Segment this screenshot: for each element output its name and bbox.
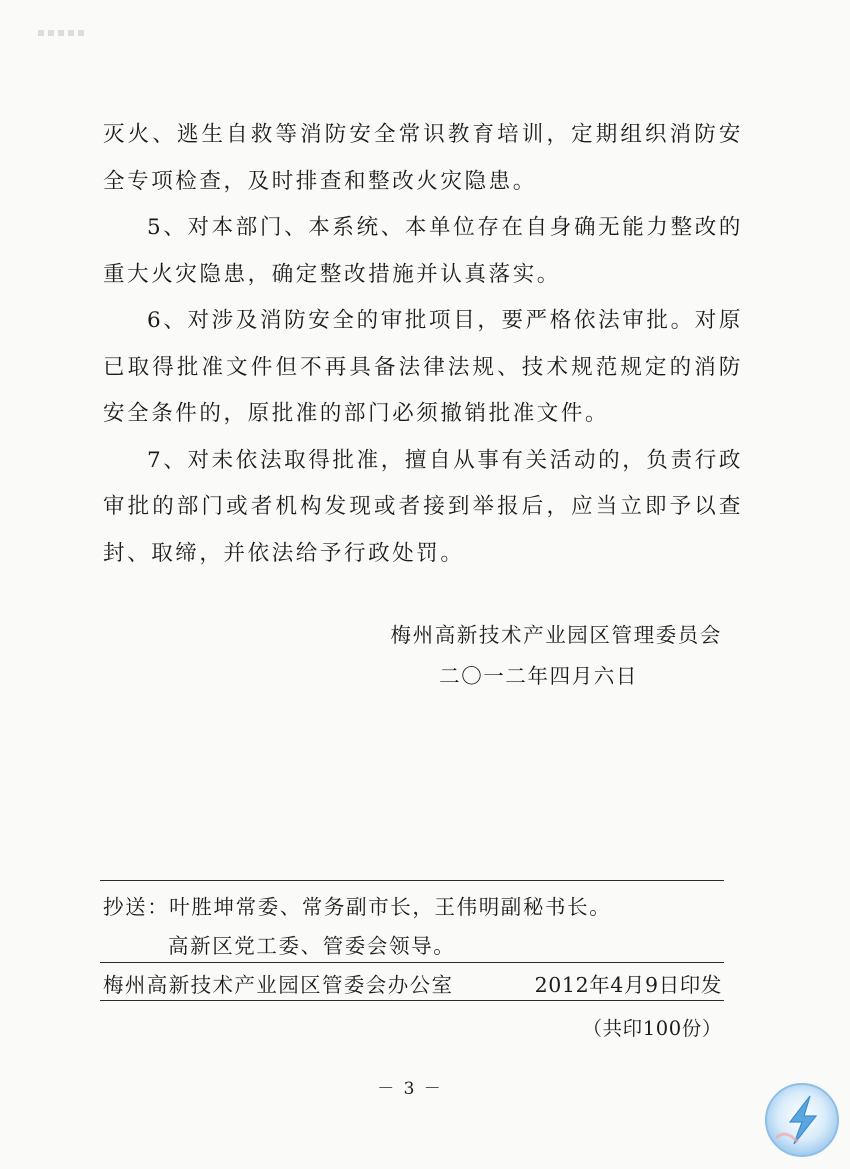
body-paragraph-item-5: 5、对本部门、本系统、本单位存在自身确无能力整改的重大火灾隐患，确定整改措施并认真落实。 xyxy=(103,215,743,287)
publishing-office: 梅州高新技术产业园区管委会办公室 xyxy=(103,973,454,997)
body-paragraph-continued: 灭火、逃生自救等消防安全常识教育培训，定期组织消防安全专项检查，及时排查和整改火灾隐患。 xyxy=(103,122,743,194)
publish-date: 2012年4月9日印发 xyxy=(534,973,722,997)
document-body xyxy=(103,112,743,577)
cc-recipients-line-2: 高新区党工委、管委会领导。 xyxy=(168,934,456,958)
issue-date: 二〇一二年四月六日 xyxy=(439,664,638,688)
page-number: － 3 － xyxy=(377,1079,443,1099)
lightning-bolt-logo-icon xyxy=(762,1080,842,1160)
copies-count: （共印100份） xyxy=(582,1017,722,1040)
body-paragraph-item-6: 6、对涉及消防安全的审批项目，要严格依法审批。对原已取得批准文件但不再具备法律法规、技术规范规定的消防安全条件的，原批准的部门必须撤销批准文件。 xyxy=(103,308,743,426)
footer-rule-bottom xyxy=(100,1000,724,1001)
scan-edge-mark xyxy=(38,30,88,36)
footer-rule-middle xyxy=(100,962,724,963)
issuer-signature: 梅州高新技术产业园区管理委员会 xyxy=(390,623,722,647)
cc-recipients-line-1: 抄送：叶胜坤常委、常务副市长，王伟明副秘书长。 xyxy=(103,895,612,919)
body-paragraph-item-7: 7、对未依法取得批准，擅自从事有关活动的，负责行政审批的部门或者机构发现或者接到举报后，应当立即予以查封、取缔，并依法给予行政处罚。 xyxy=(103,447,743,566)
footer-rule-top xyxy=(100,880,724,881)
